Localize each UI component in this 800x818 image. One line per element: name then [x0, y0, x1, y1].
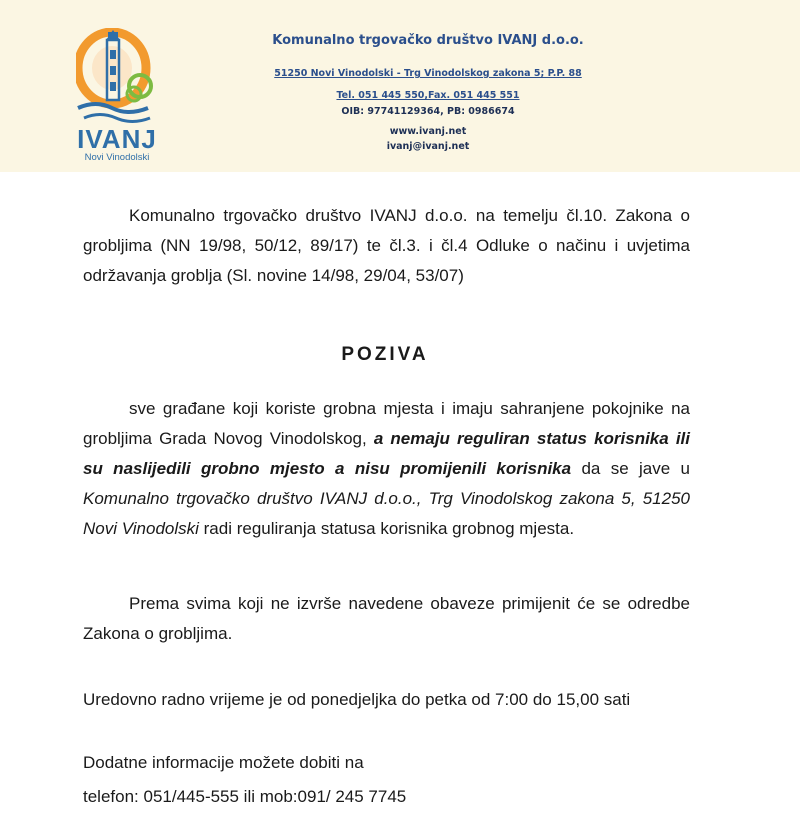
letterhead	[0, 0, 800, 172]
logo-wordmark: IVANJ	[77, 124, 157, 154]
logo-place: Novi Vinodolski	[84, 152, 150, 163]
company-logo	[72, 28, 162, 168]
bell-tower-logo-icon	[76, 28, 158, 128]
intro-paragraph: Komunalno trgovačko društvo IVANJ d.o.o. na temelju čl.10. Zakona o grobljima (NN 19/98, 50/12, 89/17) te čl.3. i čl.4 Odluke o načinu i uvjetima održavanja groblja (Sl. novine 14/98, 29/04, 53/07)	[83, 206, 690, 285]
invitation-emphasis: a nemaju reguliran status korisnika ili su naslijedili grobno mjesto a nisu promijenili korisnika	[83, 429, 690, 478]
invitation-text-c: radi reguliranja statusa korisnika grobnog mjesta.	[198, 519, 575, 538]
office-hours: Uredovno radno vrijeme je od ponedjeljka do petka od 7:00 do 15,00 sati	[83, 690, 631, 709]
contact-info-line: Dodatne informacije možete dobiti na	[83, 753, 364, 772]
company-name: Komunalno trgovačko društvo IVANJ d.o.o.	[272, 33, 584, 48]
invitation-paragraph	[83, 394, 690, 544]
company-address: 51250 Novi Vinodolski - Trg Vinodolskog zakona 5; P.P. 88	[274, 68, 582, 79]
consequence-paragraph: Prema svima koji ne izvrše navedene obaveze primijenit će se odredbe Zakona o grobljima.	[83, 594, 690, 643]
company-email[interactable]: ivanj@ivanj.net	[386, 141, 470, 152]
company-website[interactable]: www.ivanj.net	[389, 126, 467, 137]
company-phones: Tel. 051 445 550,Fax. 051 445 551	[336, 90, 520, 101]
document-title: POZIVA	[341, 344, 429, 365]
invitation-address: Komunalno trgovačko društvo IVANJ d.o.o., Trg Vinodolskog zakona 5, 51250 Novi Vinodolski	[83, 489, 690, 538]
contact-phone-line: telefon: 051/445-555 ili mob:091/ 245 7745	[83, 787, 407, 806]
invitation-text-b: da se jave u	[571, 459, 690, 478]
invitation-text-a: sve građane koji koriste grobna mjesta i imaju sahranjene pokojnike na grobljima Grada Novog Vinodolskog,	[83, 399, 690, 448]
company-ids: OIB: 97741129364, PB: 0986674	[341, 106, 515, 117]
